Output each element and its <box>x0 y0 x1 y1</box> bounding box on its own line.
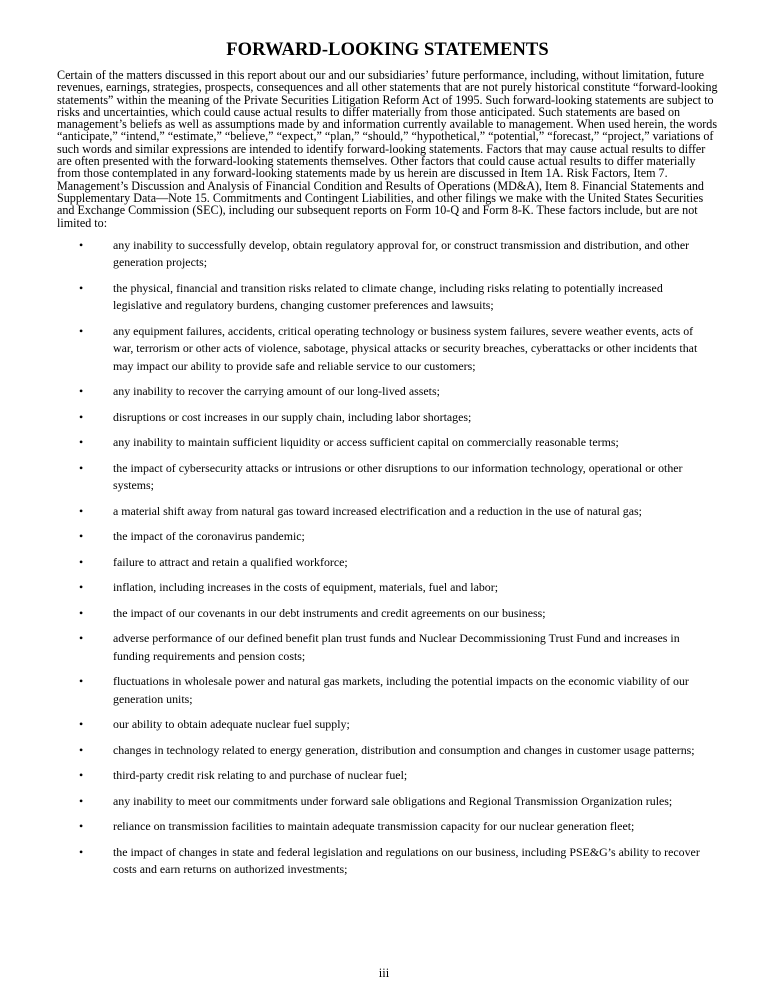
list-item-text: disruptions or cost increases in our supply chain, including labor shortages; <box>113 409 472 424</box>
bullet-icon: • <box>79 554 84 569</box>
list-item-text: the impact of our covenants in our debt instruments and credit agreements on our business; <box>113 605 546 620</box>
bullet-icon: • <box>79 503 84 518</box>
list-item <box>57 605 718 623</box>
bullet-icon: • <box>79 674 84 689</box>
page-number: iii <box>378 966 390 980</box>
list-item-text: adverse performance of our defined benefit plan trust funds and Nuclear Decommissioning Trust Fund and increases in funding requirements and pension costs; <box>113 631 680 663</box>
list-item <box>57 844 718 879</box>
bullet-icon: • <box>79 384 84 399</box>
list-item <box>57 793 718 811</box>
list-item <box>57 383 718 401</box>
bullet-icon: • <box>79 435 84 450</box>
list-item <box>57 579 718 597</box>
list-item <box>57 503 718 521</box>
bullet-icon: • <box>79 631 84 646</box>
bullet-icon: • <box>79 323 84 338</box>
list-item <box>57 460 718 495</box>
bullet-icon: • <box>79 717 84 732</box>
bullet-icon: • <box>79 280 84 295</box>
list-item <box>57 434 718 452</box>
list-item <box>57 673 718 708</box>
list-item-text: changes in technology related to energy generation, distribution and consumption and changes in customer usage patterns; <box>113 742 695 757</box>
intro-paragraph: Certain of the matters discussed in this report about our and our subsidiaries’ future performance, including, without limitation, future revenues, earnings, strategies, prospects, consequences and all other statements that are not purely historical constitute “forward-looking statements” within the meaning of the Private Securities Litigation Reform Act of 1995. Such forward-looking statements are subject to risks and uncertainties, which could cause actual results to differ materially from those anticipated. Such statements are based on management’s beliefs as well as assumptions made by and information currently available to management. When used herein, the words “anticipate,” “intend,” “estimate,” “believe,” “expect,” “plan,” “should,” “hypothetical,” “potential,” “forecast,” “project,” variations of such words and similar expressions are intended to identify forward-looking statements. Factors that may cause actual results to differ are often presented with the forward-looking statements themselves. Other factors that could cause actual results to differ materially from those contemplated in any forward-looking statements made by us herein are discussed in Item 1A. Risk Factors, Item 7. Management’s Discussion and Analysis of Financial Condition and Results of Operations (MD&A), Item 8. Financial Statements and Supplementary Data—Note 15. Commitments and Contingent Liabilities, and other filings we make with the United States Securities and Exchange Commission (SEC), including our subsequent reports on Form 10-Q and Form 8-K. These factors include, but are not limited to: <box>57 68 718 230</box>
bullet-icon: • <box>79 768 84 783</box>
list-item <box>57 280 718 315</box>
page-title: FORWARD-LOOKING STATEMENTS <box>226 40 549 60</box>
list-item-text: failure to attract and retain a qualified workforce; <box>113 554 348 569</box>
list-item-text: the impact of cybersecurity attacks or intrusions or other disruptions to our information technology, operational or other systems; <box>113 460 683 493</box>
list-item <box>57 237 718 272</box>
list-item-text: any equipment failures, accidents, critical operating technology or business system failures, severe weather events, acts of war, terrorism or other acts of violence, sabotage, physical attacks or security breaches, cyberattacks or other incidents that may impact our ability to provide safe and reliable service to our customers; <box>113 323 698 373</box>
list-item-text: inflation, including increases in the costs of equipment, materials, fuel and labor; <box>113 580 499 595</box>
list-item <box>57 767 718 785</box>
list-item <box>57 323 718 376</box>
list-item-text: third-party credit risk relating to and purchase of nuclear fuel; <box>113 768 408 783</box>
risk-factor-list <box>57 237 718 879</box>
bullet-icon: • <box>79 605 84 620</box>
list-item <box>57 818 718 836</box>
bullet-icon: • <box>79 580 84 595</box>
list-item-text: fluctuations in wholesale power and natural gas markets, including the potential impacts on the economic viability of our generation units; <box>113 674 689 706</box>
list-item <box>57 528 718 546</box>
list-item-text: reliance on transmission facilities to maintain adequate transmission capacity for our nuclear generation fleet; <box>113 819 635 834</box>
list-item-text: any inability to maintain sufficient liquidity or access sufficient capital on commercially reasonable terms; <box>113 435 619 450</box>
bullet-icon: • <box>79 409 84 424</box>
bullet-icon: • <box>79 237 84 252</box>
list-item-text: the impact of changes in state and federal legislation and regulations on our business, including PSE&G’s ability to recover costs and earn returns on authorized investments; <box>113 844 700 877</box>
bullet-icon: • <box>79 793 84 808</box>
list-item-text: any inability to meet our commitments under forward sale obligations and Regional Transmission Organization rules; <box>113 793 673 808</box>
list-item <box>57 630 718 665</box>
list-item <box>57 409 718 427</box>
list-item <box>57 716 718 734</box>
list-item-text: the impact of the coronavirus pandemic; <box>113 529 305 544</box>
list-item-text: any inability to successfully develop, obtain regulatory approval for, or construct transmission and distribution, and other generation projects; <box>113 237 690 270</box>
bullet-icon: • <box>79 460 84 475</box>
list-item-text: a material shift away from natural gas toward increased electrification and a reduction in the use of natural gas; <box>113 503 642 518</box>
list-item-text: our ability to obtain adequate nuclear fuel supply; <box>113 717 350 732</box>
bullet-icon: • <box>79 529 84 544</box>
bullet-icon: • <box>79 742 84 757</box>
list-item <box>57 554 718 572</box>
bullet-icon: • <box>79 844 84 859</box>
list-item-text: any inability to recover the carrying amount of our long-lived assets; <box>113 384 440 399</box>
list-item-text: the physical, financial and transition risks related to climate change, including risks relating to potentially increased legislative and regulatory burdens, changing customer preferences and lawsuits; <box>113 280 663 313</box>
bullet-icon: • <box>79 819 84 834</box>
list-item <box>57 742 718 760</box>
